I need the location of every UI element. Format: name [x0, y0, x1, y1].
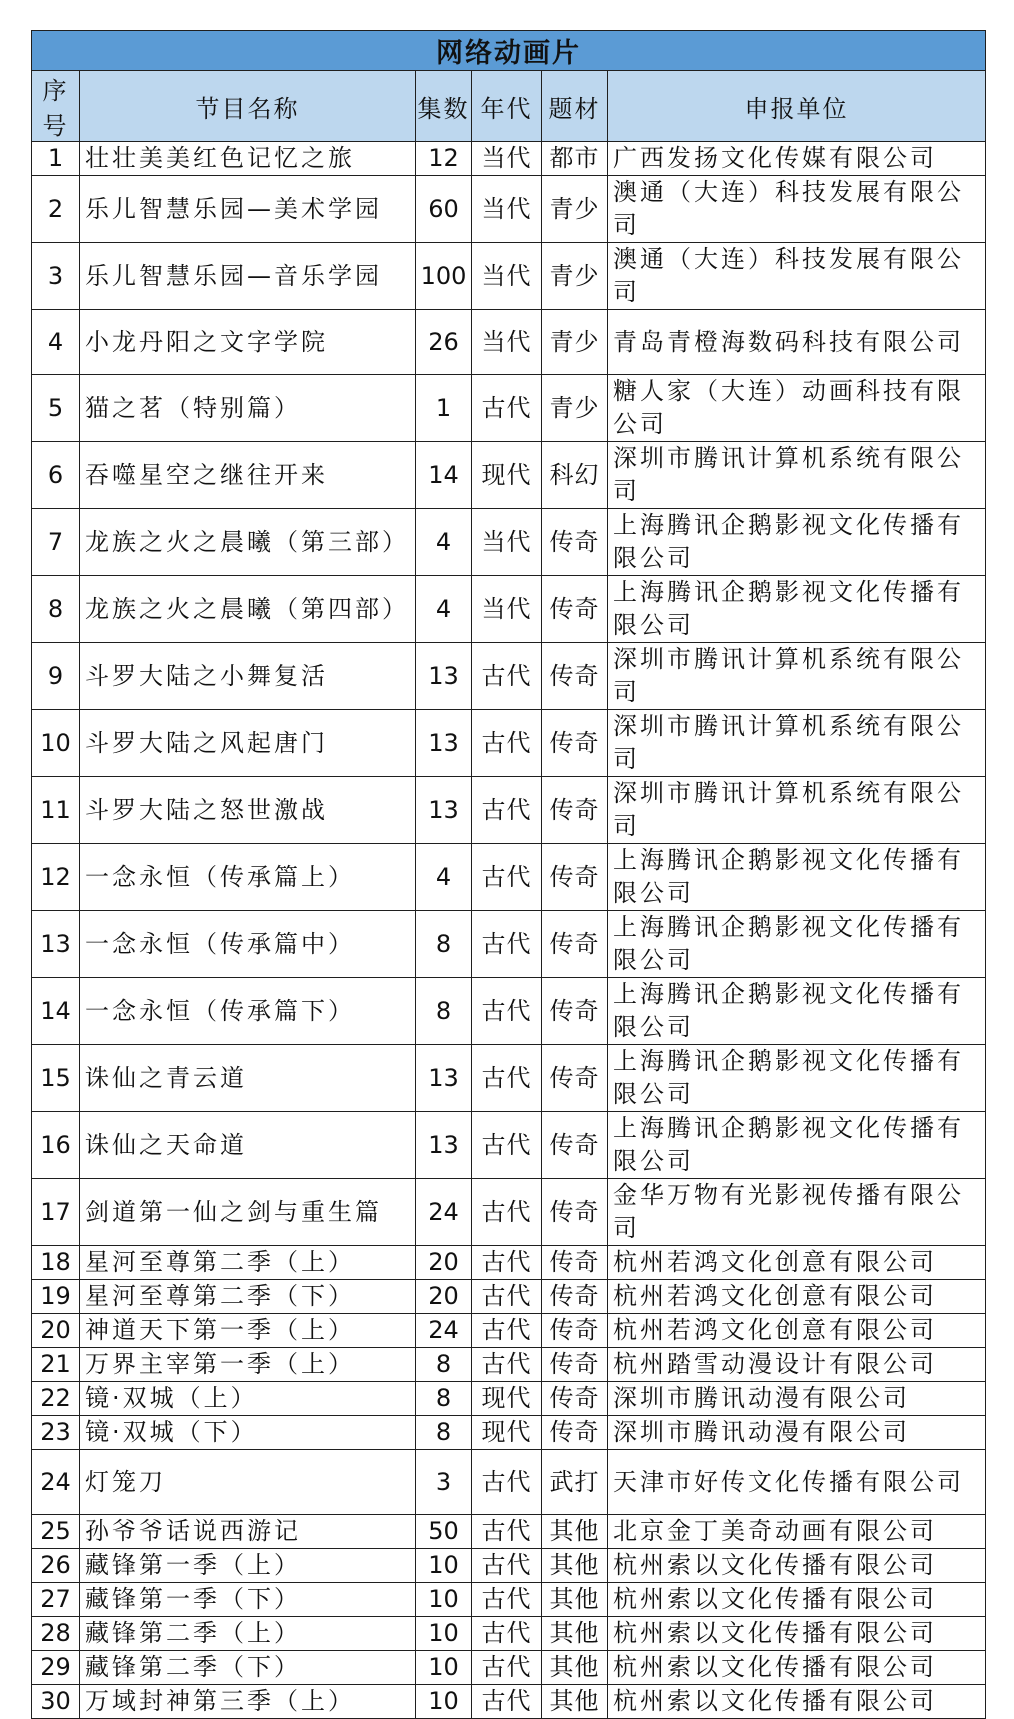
cell-episodes: 20	[416, 1246, 472, 1280]
cell-index: 25	[32, 1515, 80, 1549]
cell-unit: 深圳市腾讯计算机系统有限公司	[608, 442, 986, 509]
cell-program-name: 剑道第一仙之剑与重生篇	[80, 1179, 416, 1246]
cell-program-name: 猫之茗（特别篇）	[80, 375, 416, 442]
cell-program-name: 灯笼刀	[80, 1450, 416, 1515]
cell-era: 当代	[472, 310, 542, 375]
table-row	[32, 1280, 986, 1314]
cell-episodes: 8	[416, 1348, 472, 1382]
cell-era: 古代	[472, 1314, 542, 1348]
cell-genre: 传奇	[542, 576, 608, 643]
cell-unit: 天津市好传文化传播有限公司	[608, 1450, 986, 1515]
cell-genre: 传奇	[542, 777, 608, 844]
table-row	[32, 978, 986, 1045]
cell-episodes: 8	[416, 1382, 472, 1416]
cell-program-name: 藏锋第一季（下）	[80, 1583, 416, 1617]
cell-unit: 金华万物有光影视传播有限公司	[608, 1179, 986, 1246]
cell-era: 古代	[472, 1112, 542, 1179]
cell-unit: 杭州索以文化传播有限公司	[608, 1617, 986, 1651]
cell-index: 13	[32, 911, 80, 978]
cell-genre: 传奇	[542, 1382, 608, 1416]
cell-genre: 都市	[542, 142, 608, 176]
cell-genre: 其他	[542, 1617, 608, 1651]
cell-episodes: 13	[416, 1045, 472, 1112]
cell-episodes: 4	[416, 576, 472, 643]
cell-unit: 上海腾讯企鹅影视文化传播有限公司	[608, 911, 986, 978]
cell-episodes: 3	[416, 1450, 472, 1515]
cell-index: 7	[32, 509, 80, 576]
table-row	[32, 777, 986, 844]
cell-index: 26	[32, 1549, 80, 1583]
cell-unit: 杭州索以文化传播有限公司	[608, 1583, 986, 1617]
table-row	[32, 1246, 986, 1280]
cell-index: 17	[32, 1179, 80, 1246]
cell-era: 古代	[472, 710, 542, 777]
cell-index: 3	[32, 243, 80, 310]
cell-genre: 青少	[542, 176, 608, 243]
cell-genre: 传奇	[542, 911, 608, 978]
cell-era: 古代	[472, 1348, 542, 1382]
cell-episodes: 60	[416, 176, 472, 243]
cell-unit: 青岛青橙海数码科技有限公司	[608, 310, 986, 375]
cell-era: 古代	[472, 375, 542, 442]
cell-index: 22	[32, 1382, 80, 1416]
cell-index: 12	[32, 844, 80, 911]
cell-unit: 澳通（大连）科技发展有限公司	[608, 176, 986, 243]
cell-program-name: 诛仙之天命道	[80, 1112, 416, 1179]
table-row	[32, 643, 986, 710]
cell-era: 古代	[472, 1617, 542, 1651]
cell-unit: 上海腾讯企鹅影视文化传播有限公司	[608, 1045, 986, 1112]
cell-era: 古代	[472, 844, 542, 911]
cell-program-name: 藏锋第二季（下）	[80, 1651, 416, 1685]
cell-episodes: 10	[416, 1685, 472, 1719]
table-row	[32, 844, 986, 911]
table-row	[32, 1583, 986, 1617]
header-episodes: 集数	[416, 71, 472, 142]
table-row	[32, 1515, 986, 1549]
cell-episodes: 13	[416, 710, 472, 777]
table-row	[32, 142, 986, 176]
cell-index: 19	[32, 1280, 80, 1314]
cell-episodes: 10	[416, 1617, 472, 1651]
cell-program-name: 斗罗大陆之小舞复活	[80, 643, 416, 710]
cell-unit: 上海腾讯企鹅影视文化传播有限公司	[608, 509, 986, 576]
cell-genre: 传奇	[542, 1314, 608, 1348]
cell-unit: 杭州若鸿文化创意有限公司	[608, 1246, 986, 1280]
cell-genre: 传奇	[542, 643, 608, 710]
cell-episodes: 100	[416, 243, 472, 310]
cell-index: 9	[32, 643, 80, 710]
cell-genre: 青少	[542, 375, 608, 442]
cell-program-name: 星河至尊第二季（上）	[80, 1246, 416, 1280]
cell-index: 23	[32, 1416, 80, 1450]
cell-episodes: 1	[416, 375, 472, 442]
cell-program-name: 镜·双城（上）	[80, 1382, 416, 1416]
table-row	[32, 375, 986, 442]
cell-genre: 青少	[542, 243, 608, 310]
cell-era: 古代	[472, 911, 542, 978]
cell-era: 古代	[472, 1450, 542, 1515]
cell-genre: 其他	[542, 1583, 608, 1617]
cell-unit: 上海腾讯企鹅影视文化传播有限公司	[608, 844, 986, 911]
table-row	[32, 1450, 986, 1515]
table-row	[32, 1617, 986, 1651]
cell-era: 古代	[472, 643, 542, 710]
table-row	[32, 509, 986, 576]
spreadsheet	[31, 30, 985, 1719]
table-row	[32, 1685, 986, 1719]
cell-program-name: 吞噬星空之继往开来	[80, 442, 416, 509]
cell-index: 21	[32, 1348, 80, 1382]
cell-program-name: 万界主宰第一季（上）	[80, 1348, 416, 1382]
cell-era: 当代	[472, 576, 542, 643]
cell-genre: 其他	[542, 1685, 608, 1719]
table-row	[32, 1179, 986, 1246]
cell-unit: 深圳市腾讯动漫有限公司	[608, 1382, 986, 1416]
cell-era: 古代	[472, 1651, 542, 1685]
cell-genre: 传奇	[542, 509, 608, 576]
cell-era: 古代	[472, 1583, 542, 1617]
cell-program-name: 藏锋第一季（上）	[80, 1549, 416, 1583]
table-row	[32, 1651, 986, 1685]
cell-index: 30	[32, 1685, 80, 1719]
cell-program-name: 乐儿智慧乐园—美术学园	[80, 176, 416, 243]
cell-index: 4	[32, 310, 80, 375]
cell-index: 28	[32, 1617, 80, 1651]
cell-unit: 深圳市腾讯计算机系统有限公司	[608, 777, 986, 844]
cell-genre: 传奇	[542, 1045, 608, 1112]
cell-genre: 其他	[542, 1515, 608, 1549]
cell-episodes: 50	[416, 1515, 472, 1549]
cell-episodes: 8	[416, 1416, 472, 1450]
cell-index: 6	[32, 442, 80, 509]
table-row	[32, 1549, 986, 1583]
cell-index: 16	[32, 1112, 80, 1179]
table-row	[32, 710, 986, 777]
header-genre: 题材	[542, 71, 608, 142]
cell-genre: 传奇	[542, 978, 608, 1045]
header-row	[32, 71, 986, 142]
cell-program-name: 龙族之火之晨曦（第四部）	[80, 576, 416, 643]
header-index: 序号	[32, 71, 80, 142]
cell-era: 现代	[472, 1382, 542, 1416]
cell-genre: 传奇	[542, 1280, 608, 1314]
table-row	[32, 1045, 986, 1112]
cell-episodes: 4	[416, 509, 472, 576]
cell-episodes: 8	[416, 978, 472, 1045]
cell-episodes: 13	[416, 1112, 472, 1179]
cell-program-name: 一念永恒（传承篇上）	[80, 844, 416, 911]
cell-program-name: 星河至尊第二季（下）	[80, 1280, 416, 1314]
cell-genre: 武打	[542, 1450, 608, 1515]
cell-index: 24	[32, 1450, 80, 1515]
cell-episodes: 10	[416, 1583, 472, 1617]
cell-program-name: 斗罗大陆之风起唐门	[80, 710, 416, 777]
table-row	[32, 1416, 986, 1450]
header-program-name: 节目名称	[80, 71, 416, 142]
cell-index: 29	[32, 1651, 80, 1685]
cell-era: 古代	[472, 1685, 542, 1719]
cell-unit: 杭州索以文化传播有限公司	[608, 1685, 986, 1719]
title-row	[32, 31, 986, 71]
cell-unit: 上海腾讯企鹅影视文化传播有限公司	[608, 978, 986, 1045]
cell-era: 古代	[472, 1280, 542, 1314]
cell-program-name: 龙族之火之晨曦（第三部）	[80, 509, 416, 576]
cell-unit: 深圳市腾讯计算机系统有限公司	[608, 710, 986, 777]
table-row	[32, 176, 986, 243]
cell-episodes: 14	[416, 442, 472, 509]
cell-episodes: 8	[416, 911, 472, 978]
cell-unit: 上海腾讯企鹅影视文化传播有限公司	[608, 576, 986, 643]
cell-program-name: 乐儿智慧乐园—音乐学园	[80, 243, 416, 310]
cell-program-name: 一念永恒（传承篇中）	[80, 911, 416, 978]
cell-era: 当代	[472, 243, 542, 310]
cell-unit: 澳通（大连）科技发展有限公司	[608, 243, 986, 310]
cell-program-name: 壮壮美美红色记忆之旅	[80, 142, 416, 176]
cell-unit: 深圳市腾讯动漫有限公司	[608, 1416, 986, 1450]
cell-program-name: 神道天下第一季（上）	[80, 1314, 416, 1348]
cell-era: 古代	[472, 1246, 542, 1280]
cell-genre: 传奇	[542, 1348, 608, 1382]
cell-index: 15	[32, 1045, 80, 1112]
cell-episodes: 24	[416, 1179, 472, 1246]
cell-episodes: 10	[416, 1651, 472, 1685]
cell-program-name: 小龙丹阳之文字学院	[80, 310, 416, 375]
cell-episodes: 13	[416, 643, 472, 710]
cell-genre: 传奇	[542, 1112, 608, 1179]
cell-index: 10	[32, 710, 80, 777]
cell-genre: 传奇	[542, 1246, 608, 1280]
cell-episodes: 13	[416, 777, 472, 844]
cell-program-name: 藏锋第二季（上）	[80, 1617, 416, 1651]
cell-program-name: 孙爷爷话说西游记	[80, 1515, 416, 1549]
cell-genre: 传奇	[542, 1416, 608, 1450]
cell-episodes: 20	[416, 1280, 472, 1314]
cell-era: 古代	[472, 1549, 542, 1583]
sheet-title: 网络动画片	[32, 31, 986, 71]
cell-index: 1	[32, 142, 80, 176]
cell-index: 11	[32, 777, 80, 844]
cell-episodes: 12	[416, 142, 472, 176]
cell-era: 现代	[472, 442, 542, 509]
cell-index: 20	[32, 1314, 80, 1348]
header-era: 年代	[472, 71, 542, 142]
cell-program-name: 斗罗大陆之怒世激战	[80, 777, 416, 844]
table-row	[32, 1314, 986, 1348]
cell-era: 当代	[472, 142, 542, 176]
cell-episodes: 10	[416, 1549, 472, 1583]
cell-unit: 上海腾讯企鹅影视文化传播有限公司	[608, 1112, 986, 1179]
table-row	[32, 1348, 986, 1382]
cell-episodes: 4	[416, 844, 472, 911]
cell-unit: 杭州若鸿文化创意有限公司	[608, 1314, 986, 1348]
cell-program-name: 诛仙之青云道	[80, 1045, 416, 1112]
cell-era: 当代	[472, 176, 542, 243]
cell-era: 当代	[472, 509, 542, 576]
cell-episodes: 26	[416, 310, 472, 375]
program-table	[31, 30, 986, 1719]
cell-era: 现代	[472, 1416, 542, 1450]
table-row	[32, 911, 986, 978]
cell-genre: 青少	[542, 310, 608, 375]
cell-genre: 其他	[542, 1549, 608, 1583]
cell-index: 5	[32, 375, 80, 442]
cell-index: 14	[32, 978, 80, 1045]
cell-era: 古代	[472, 1179, 542, 1246]
table-row	[32, 1382, 986, 1416]
cell-genre: 其他	[542, 1651, 608, 1685]
cell-index: 2	[32, 176, 80, 243]
cell-unit: 广西发扬文化传媒有限公司	[608, 142, 986, 176]
cell-program-name: 一念永恒（传承篇下）	[80, 978, 416, 1045]
cell-genre: 传奇	[542, 844, 608, 911]
cell-era: 古代	[472, 777, 542, 844]
cell-index: 18	[32, 1246, 80, 1280]
table-row	[32, 1112, 986, 1179]
cell-unit: 杭州索以文化传播有限公司	[608, 1651, 986, 1685]
cell-era: 古代	[472, 1045, 542, 1112]
cell-genre: 传奇	[542, 710, 608, 777]
cell-unit: 杭州索以文化传播有限公司	[608, 1549, 986, 1583]
cell-episodes: 24	[416, 1314, 472, 1348]
cell-unit: 北京金丁美奇动画有限公司	[608, 1515, 986, 1549]
table-row	[32, 310, 986, 375]
cell-era: 古代	[472, 1515, 542, 1549]
cell-index: 27	[32, 1583, 80, 1617]
table-row	[32, 442, 986, 509]
table-row	[32, 576, 986, 643]
cell-program-name: 万域封神第三季（上）	[80, 1685, 416, 1719]
cell-unit: 杭州若鸿文化创意有限公司	[608, 1280, 986, 1314]
cell-index: 8	[32, 576, 80, 643]
cell-unit: 糖人家（大连）动画科技有限公司	[608, 375, 986, 442]
cell-era: 古代	[472, 978, 542, 1045]
header-unit: 申报单位	[608, 71, 986, 142]
cell-unit: 杭州踏雪动漫设计有限公司	[608, 1348, 986, 1382]
cell-program-name: 镜·双城（下）	[80, 1416, 416, 1450]
cell-unit: 深圳市腾讯计算机系统有限公司	[608, 643, 986, 710]
table-row	[32, 243, 986, 310]
cell-genre: 传奇	[542, 1179, 608, 1246]
cell-genre: 科幻	[542, 442, 608, 509]
